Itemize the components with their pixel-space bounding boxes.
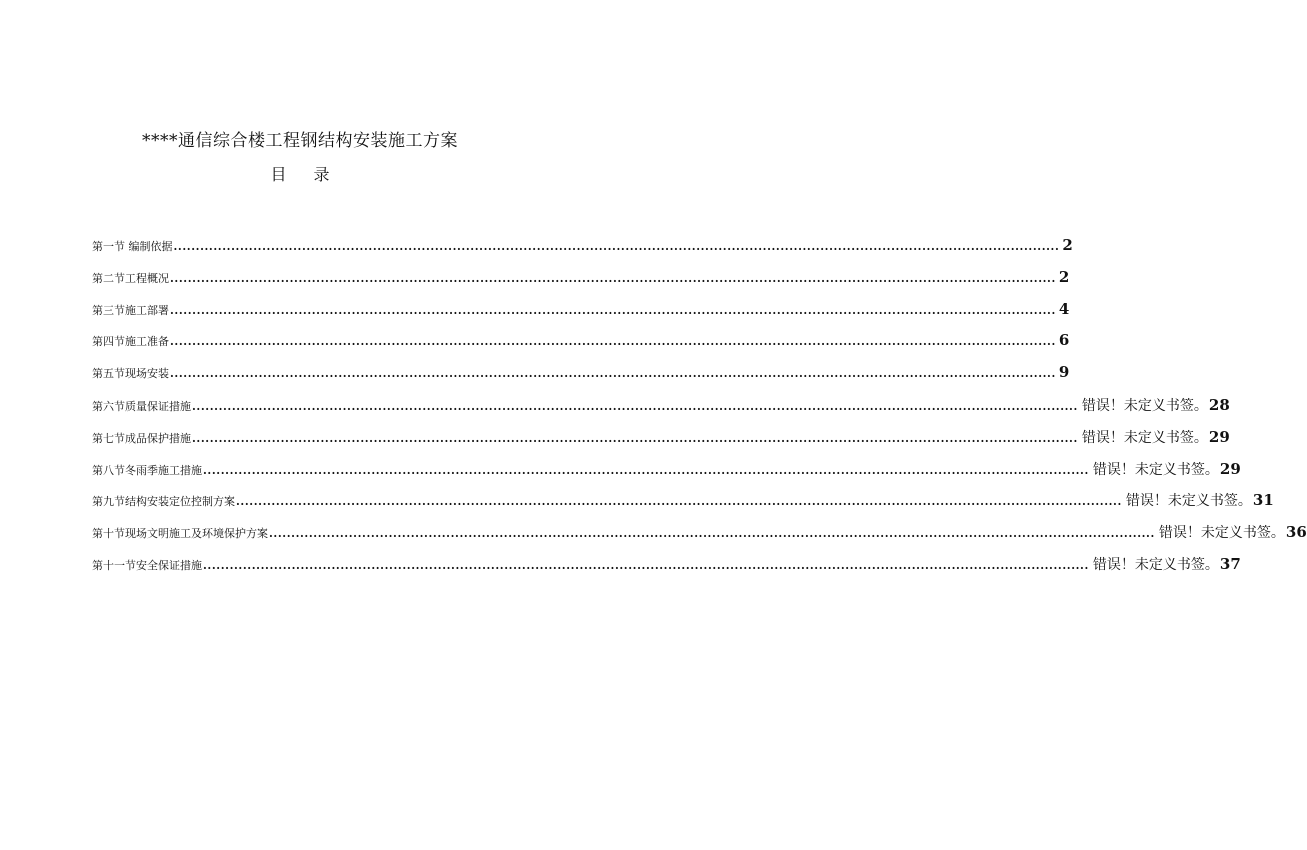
toc-entry-page: 6 [1058,331,1070,350]
toc-dot-leader: ........................................................................................................................................................................................................ [170,367,1056,381]
toc-entry-page: 2 [1058,267,1070,286]
toc-entry[interactable] [92,522,1307,554]
table-of-contents [92,236,1307,586]
toc-entry-label: 第六节质量保证措施 [92,399,191,413]
toc-bookmark-error: 错误！未定义书签。 [1092,556,1219,573]
toc-dot-leader: ........................................................................................................................................................................................................ [170,303,1056,317]
toc-entry[interactable] [92,299,1070,332]
toc-dot-leader: ........................................................................................................................................................................................................ [192,399,1078,413]
toc-bookmark-error: 错误！未定义书签。 [1125,493,1252,510]
toc-entry-label: 第十一节安全保证措施 [92,558,202,572]
toc-bookmark-error: 错误！未定义书签。 [1092,461,1219,478]
toc-entry-page: 4 [1058,299,1070,318]
toc-entry-label: 第十节现场文明施工及环境保护方案 [92,527,268,541]
toc-entry-page: 31 [1252,491,1274,510]
toc-dot-leader: ........................................................................................................................................................................................................ [170,271,1056,285]
toc-dot-leader: ........................................................................................................................................................................................................ [170,335,1056,349]
toc-entry-page: 2 [1062,236,1073,254]
toc-dot-leader: ........................................................................................................................................................................................................ [203,463,1089,477]
toc-bookmark-error: 错误！未定义书签。 [1081,429,1208,446]
toc-dot-leader: ........................................................................................................................................................................................................ [203,558,1089,572]
toc-entry[interactable] [92,331,1070,363]
toc-entry[interactable] [92,236,1073,268]
toc-entry[interactable] [92,363,1070,395]
toc-entry-label: 第九节结构安装定位控制方案 [92,495,235,509]
toc-entry-page: 29 [1219,459,1241,478]
toc-entry-label: 第四节施工准备 [92,335,169,349]
toc-entry-page: 37 [1219,554,1241,573]
toc-entry-label: 第二节工程概况 [92,271,169,285]
toc-entry-label: 第七节成品保护措施 [92,431,191,445]
toc-entry-label: 第八节冬雨季施工措施 [92,463,202,477]
toc-dot-leader: ........................................................................................................................................................................................................ [192,431,1078,445]
toc-entry-page: 29 [1208,427,1230,446]
toc-entry-label: 第一节 编制依据 [92,240,173,253]
toc-entry-label: 第三节施工部署 [92,303,169,317]
toc-bookmark-error: 错误！未定义书签。 [1081,397,1208,414]
toc-entry[interactable] [92,554,1241,586]
toc-entry[interactable] [92,490,1274,522]
toc-entry-page: 28 [1208,395,1230,414]
document-title: ****通信综合楼工程钢结构安装施工方案 [142,131,458,151]
toc-dot-leader: ........................................................................................................................................................................................................ [269,527,1155,541]
toc-entry[interactable] [92,459,1241,491]
toc-bookmark-error: 错误！未定义书签。 [1158,525,1285,542]
toc-dot-leader: ........................................................................................................................................................................................................ [173,240,1060,253]
toc-entry-page: 9 [1058,363,1070,382]
toc-entry[interactable] [92,427,1230,459]
toc-entry-label: 第五节现场安装 [92,367,169,381]
toc-entry[interactable] [92,395,1230,427]
toc-entry-page: 36 [1285,523,1307,542]
toc-heading: 目 录 [270,165,330,184]
toc-entry[interactable] [92,267,1070,300]
toc-dot-leader: ........................................................................................................................................................................................................ [236,495,1122,509]
